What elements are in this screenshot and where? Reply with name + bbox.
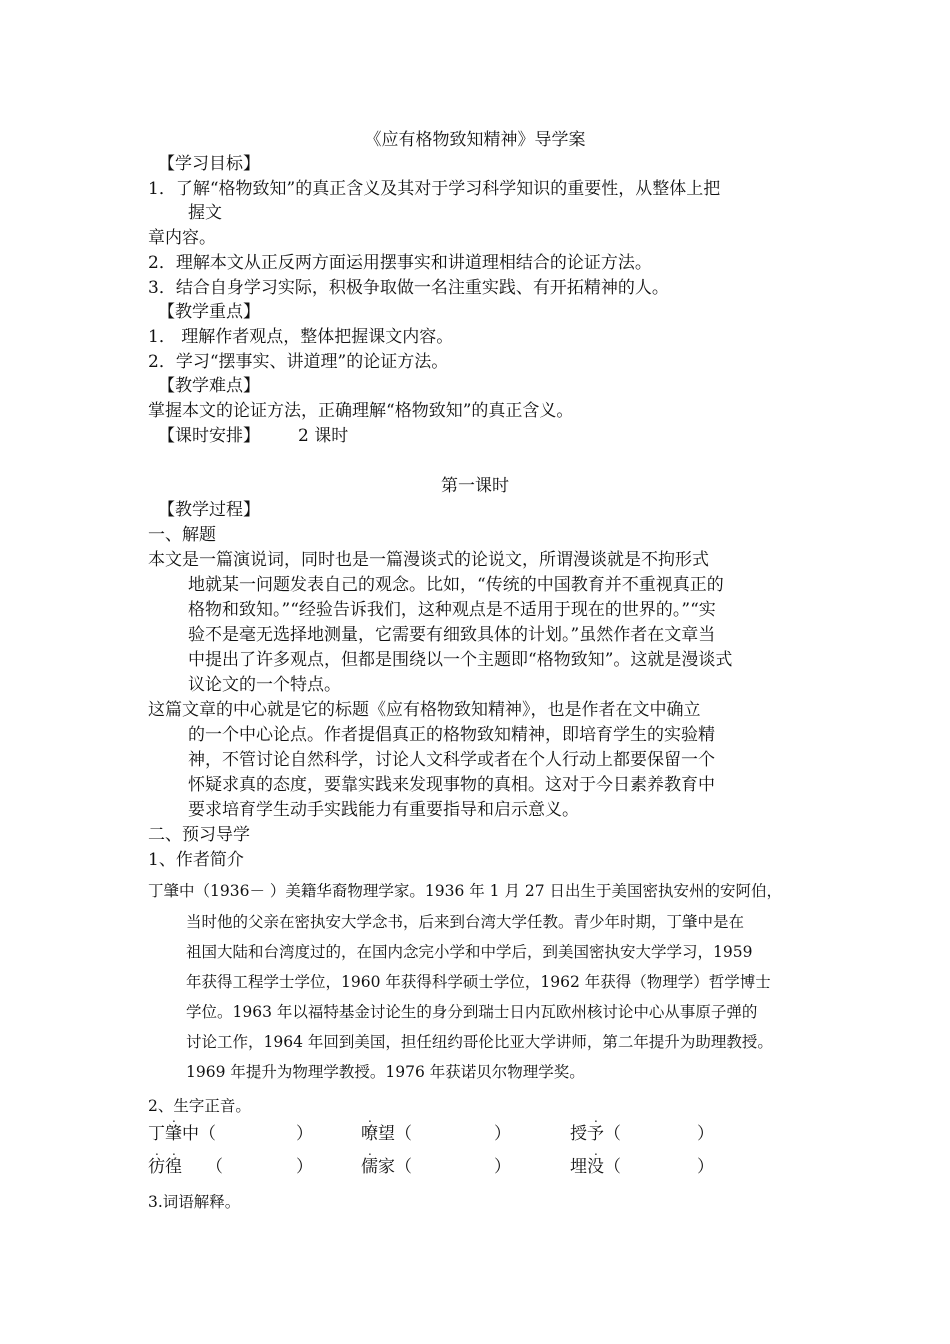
emphasis-dot: . xyxy=(368,1111,372,1125)
pron-item-close: ） xyxy=(494,1124,511,1144)
author-bio-line: 1969 年提升为物理学教授。1976 年获诺贝尔物理学奖。 xyxy=(186,1063,585,1081)
pron-item-word: 彷徨 xyxy=(148,1157,182,1177)
difficulties-heading: 【教学难点】 xyxy=(158,376,260,396)
author-heading: 1、作者简介 xyxy=(148,850,244,870)
pron-item-word: 授予（ xyxy=(570,1124,621,1144)
para1-line: 本文是一篇演说词，同时也是一篇漫谈式的论说文，所谓漫谈就是不拘形式 xyxy=(148,550,709,570)
emphasis-dot: . xyxy=(594,1144,598,1158)
para1-line: 格物和致知。”“经验告诉我们，这种观点是不适用于现在的世界的。”“实 xyxy=(188,600,716,620)
objective-3: 3．结合自身学习实际，积极争取做一名注重实践、有开拓精神的人。 xyxy=(148,278,669,298)
emphasis-dot: . xyxy=(368,1144,372,1158)
pron-item-close: ） xyxy=(697,1157,714,1177)
document-title: 《应有格物致知精神》导学案 xyxy=(364,130,586,150)
author-bio-line: 祖国大陆和台湾度过的，在国内念完小学和中学后，到美国密执安大学学习，1959 xyxy=(186,943,753,961)
section2-heading: 二、预习导学 xyxy=(148,825,250,845)
author-bio-line: 丁肇中（1936－ ）美籍华裔物理学家。1936 年 1 月 27 日出生于美国密执安州的安阿伯， xyxy=(148,882,783,900)
para1-line: 中提出了许多观点，但都是围绕以一个主题即“格物致知”。这就是漫谈式 xyxy=(188,650,733,670)
schedule-value: 2 课时 xyxy=(298,426,349,446)
pron-item-close: ） xyxy=(296,1124,313,1144)
author-bio-line: 年获得工程学士学位，1960 年获得科学硕士学位，1962 年获得（物理学）哲学博士 xyxy=(186,973,771,991)
pron-item-close: ） xyxy=(494,1157,511,1177)
pron-item-word: 丁肇中（ xyxy=(148,1124,216,1144)
author-bio-line: 当时他的父亲在密执安大学念书，后来到台湾大学任教。青少年时期，丁肇中是在 xyxy=(186,913,745,931)
para1-line: 验不是毫无选择地测量，它需要有细致具体的计划。”虽然作者在文章当 xyxy=(188,625,716,645)
objective-2: 2．理解本文从正反两方面运用摆事实和讲道理相结合的论证方法。 xyxy=(148,253,652,273)
para1-line: 地就某一问题发表自己的观念。比如，“传统的中国教育并不重视真正的 xyxy=(188,575,724,595)
key-points-heading: 【教学重点】 xyxy=(158,302,260,322)
schedule-heading: 【课时安排】 xyxy=(158,426,260,446)
emphasis-dot: . xyxy=(155,1144,159,1158)
para2-line: 要求培育学生动手实践能力有重要指导和启示意义。 xyxy=(188,800,579,820)
pron-item-open: （ xyxy=(206,1157,223,1177)
para2-line: 的一个中心论点。作者提倡真正的格物致知精神，即培育学生的实验精 xyxy=(188,725,715,745)
para2-line: 这篇文章的中心就是它的标题《应有格物致知精神》，也是作者在文中确立 xyxy=(148,700,701,720)
author-bio-line: 学位。1963 年以福特基金讨论生的身分到瑞士日内瓦欧州核讨论中心从事原子弹的 xyxy=(186,1003,758,1021)
objective-1-line-a: 1．了解“格物致知”的真正含义及其对于学习科学知识的重要性，从整体上把 xyxy=(148,179,721,199)
pron-item-word: 嘹望（ xyxy=(361,1124,412,1144)
para1-line: 议论文的一个特点。 xyxy=(188,675,341,695)
key-point-1: 1． 理解作者观点，整体把握课文内容。 xyxy=(148,327,454,347)
process-heading: 【教学过程】 xyxy=(158,500,260,520)
pron-item-close: ） xyxy=(296,1157,313,1177)
difficulties-text: 掌握本文的论证方法，正确理解“格物致知”的真正含义。 xyxy=(148,401,574,421)
key-point-2: 2．学习“摆事实、讲道理”的论证方法。 xyxy=(148,352,449,372)
author-bio-line: 讨论工作，1964 年回到美国，担任纽约哥伦比亚大学讲师，第二年提升为助理教授。 xyxy=(186,1033,773,1051)
pron-item-close: ） xyxy=(697,1124,714,1144)
vocab-heading: 3.词语解释。 xyxy=(148,1193,241,1211)
objective-1-line-b: 握文 xyxy=(188,203,222,223)
pron-item-word: 儒家（ xyxy=(361,1157,412,1177)
pron-item-word: 埋没（ xyxy=(570,1157,621,1177)
emphasis-dot: . xyxy=(172,1144,176,1158)
para2-line: 怀疑求真的态度，要靠实践来发现事物的真相。这对于今日素养教育中 xyxy=(188,775,715,795)
emphasis-dot: . xyxy=(594,1111,598,1125)
pronunciation-heading: 2、生字正音。 xyxy=(148,1097,251,1115)
objectives-heading: 【学习目标】 xyxy=(158,154,260,174)
objective-1-line-c: 章内容。 xyxy=(148,228,216,248)
section1-heading: 一、解题 xyxy=(148,525,216,545)
lesson-title: 第一课时 xyxy=(441,476,509,496)
para2-line: 神，不管讨论自然科学，讨论人文科学或者在个人行动上都要保留一个 xyxy=(188,750,715,770)
emphasis-dot: . xyxy=(172,1111,176,1125)
